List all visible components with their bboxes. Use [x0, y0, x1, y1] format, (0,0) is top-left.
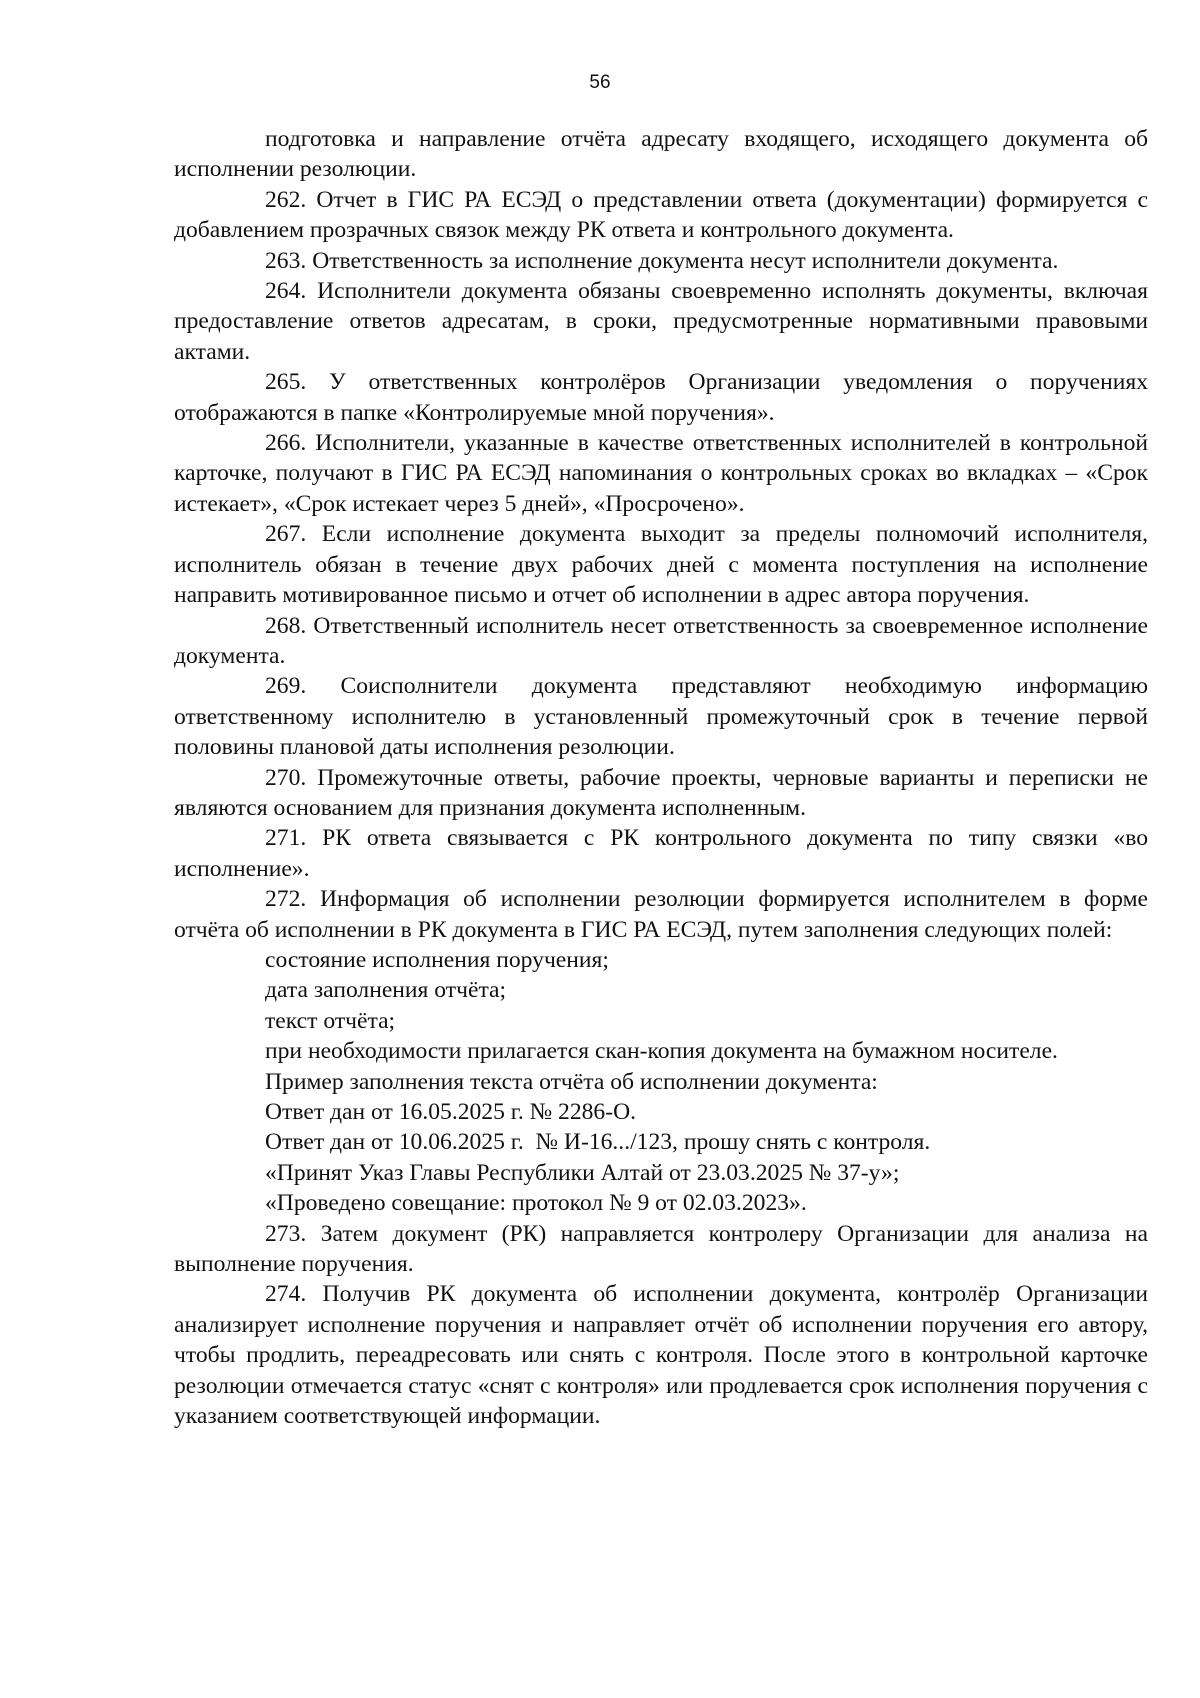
document-body — [174, 124, 1148, 1431]
field-list-item: при необходимости прилагается скан-копия документа на бумажном носителе. — [265, 1038, 1058, 1065]
paragraph-268: 268. Ответственный исполнитель несет ответственность за своевременное исполнение документа. — [174, 612, 1148, 669]
field-list-item: состояние исполнения поручения; — [265, 946, 609, 973]
example-line: «Проведено совещание: протокол № 9 от 02.03.2023». — [265, 1190, 807, 1217]
field-list-item: дата заполнения отчёта; — [265, 977, 507, 1004]
paragraph-272: 272. Информация об исполнении резолюции формируется исполнителем в форме отчёта об исполнении в РК документа в ГИС РА ЕСЭД, путем заполнения следующих полей: — [174, 886, 1148, 943]
paragraph-265: 265. У ответственных контролёров Организации уведомления о поручениях отображаются в папке «Контролируемые мной поручения». — [174, 369, 1148, 426]
paragraph-262: 262. Отчет в ГИС РА ЕСЭД о представлении ответа (документации) формируется с добавлением прозрачных связок между РК ответа и контрольного документа. — [174, 186, 1148, 244]
example-line: «Принят Указ Главы Республики Алтай от 23.03.2025 № 37-у»; — [265, 1159, 900, 1186]
paragraph-264: 264. Исполнители документа обязаны своевременно исполнять документы, включая предоставление ответов адресатам, в сроки, предусмотренные нормативными правовыми актами. — [174, 278, 1148, 365]
example-heading: Пример заполнения текста отчёта об исполнении документа: — [265, 1068, 878, 1095]
paragraph-270: 270. Промежуточные ответы, рабочие проекты, черновые варианты и переписки не являются основанием для признания документа исполненным. — [174, 764, 1148, 821]
paragraph-263: 263. Ответственность за исполнение документа несут исполнители документа. — [265, 247, 1059, 274]
paragraph-273: 273. Затем документ (РК) направляется контролеру Организации для анализа на выполнение поручения. — [174, 1220, 1148, 1278]
paragraph-continuation: подготовка и направление отчёта адресату входящего, исходящего документа об исполнении резолюции. — [174, 126, 1148, 183]
paragraph-269: 269. Соисполнители документа представляют необходимую информацию ответственному исполнителю в установленный промежуточный срок в течение первой половины плановой даты исполнения резолюции. — [174, 673, 1148, 761]
paragraph-266: 266. Исполнители, указанные в качестве ответственных исполнителей в контрольной карточке, получают в ГИС РА ЕСЭД напоминания о контрольных сроках во вкладках – «Срок истекает», «Срок истекает через 5 дней», «Просрочено». — [174, 430, 1148, 517]
paragraph-271: 271. РК ответа связывается с РК контрольного документа по типу связки «во исполнение». — [174, 825, 1148, 882]
example-line: Ответ дан от 10.06.2025 г. № И-16.../123, прошу снять с контроля. — [265, 1129, 931, 1156]
paragraph-267: 267. Если исполнение документа выходит за пределы полномочий исполнителя, исполнитель обязан в течение двух рабочих дней с момента поступления на исполнение направить мотивированное письмо и отчет об исполнении в адрес автора поручения. — [174, 521, 1148, 609]
page-number: 56 — [589, 72, 611, 93]
paragraph-274: 274. Получив РК документа об исполнении документа, контролёр Организации анализирует исполнение поручения и направляет отчёт об исполнении поручения его автору, чтобы продлить, переадресовать или снять с контроля. После этого в контрольной карточке резолюции отмечается статус «снят с контроля» или продлевается срок исполнения поручения с указанием соответствующей информации. — [174, 1281, 1148, 1430]
field-list-item: текст отчёта; — [265, 1007, 396, 1034]
example-line: Ответ дан от 16.05.2025 г. № 2286-О. — [265, 1099, 637, 1125]
